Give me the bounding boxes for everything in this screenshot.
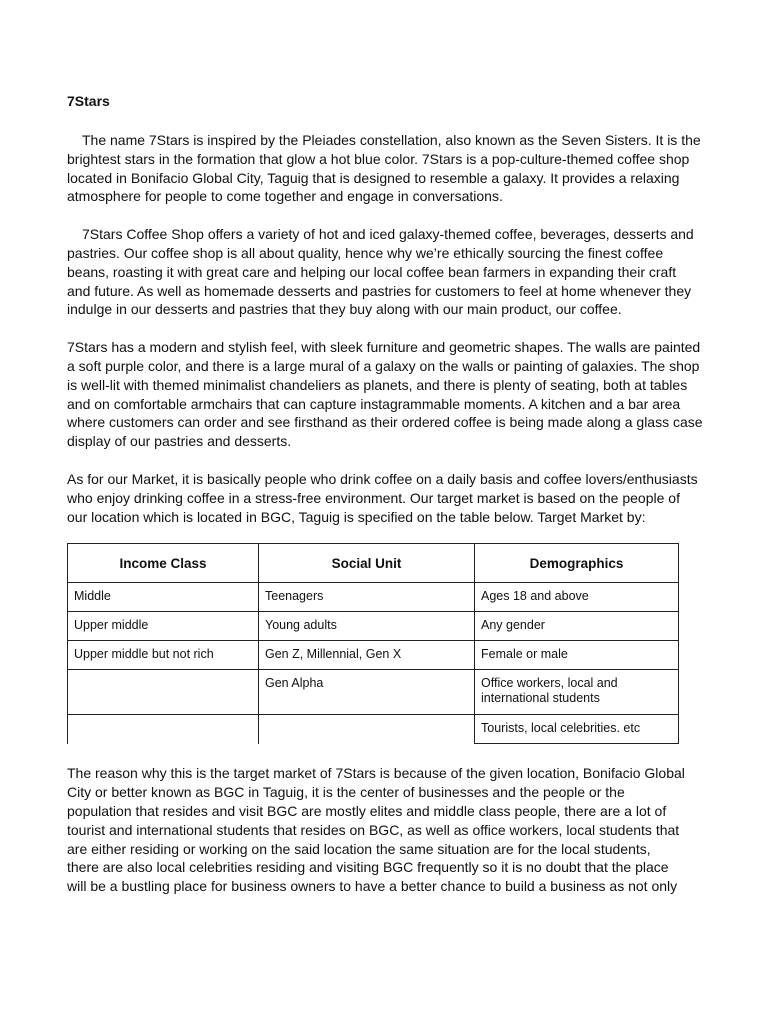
paragraph-line: a soft purple color, and there is a large mural of a galaxy on the walls or painting of galaxies. The shop (67, 357, 700, 374)
paragraph-line: will be a bustling place for business owners to have a better chance to build a business as not only (67, 878, 678, 895)
paragraph-line: As for our Market, it is basically people who drink coffee on a daily basis and coffee lovers/enthusiasts (67, 470, 698, 487)
paragraph-intro (67, 131, 707, 206)
table-cell (68, 715, 259, 744)
paragraph-line: display of our pastries and desserts. (67, 433, 292, 450)
paragraph-line: and future. As well as homemade desserts and pastries for customers to feel at home whenever they (67, 282, 692, 299)
paragraph-line: atmosphere for people to come together and engage in conversations. (67, 188, 503, 205)
table-row (68, 641, 679, 670)
table-cell: Office workers, local and international students (475, 670, 679, 715)
header-demographics: Demographics (475, 544, 679, 583)
paragraph-line: is well-lit with themed minimalist chandeliers as planets, and there is plenty of seating, both at tables (67, 376, 688, 393)
paragraph-line: 7Stars has a modern and stylish feel, with sleek furniture and geometric shapes. The walls are painted (67, 339, 701, 356)
paragraph-line: 7Stars Coffee Shop offers a variety of hot and iced galaxy-themed coffee, beverages, desserts and (82, 226, 694, 243)
table-cell (68, 670, 259, 715)
table-cell: Ages 18 and above (475, 583, 679, 612)
paragraph-line: who enjoy drinking coffee in a stress-free environment. Our target market is based on the people of (67, 489, 680, 506)
paragraph-line: there are also local celebrities residing and visiting BGC frequently so it is no doubt that the place (67, 859, 669, 876)
header-income-class: Income Class (68, 544, 259, 583)
paragraph-line: indulge in our desserts and pastries that they buy along with our main product, our coffee. (67, 301, 622, 318)
paragraph-line: are either residing or working on the said location the same situation are for the local students, (67, 840, 651, 857)
table-cell: Gen Alpha (259, 670, 475, 715)
table-cell (259, 715, 475, 744)
table-cell: Young adults (259, 612, 475, 641)
paragraph-market (67, 470, 707, 526)
header-social-unit: Social Unit (259, 544, 475, 583)
paragraph-line: beans, roasting it with great care and helping our local coffee bean farmers in expanding their craft (67, 263, 677, 280)
table-cell: Gen Z, Millennial, Gen X (259, 641, 475, 670)
table-row (68, 612, 679, 641)
paragraph-offerings (67, 225, 707, 319)
target-market-table (67, 543, 679, 744)
table-cell: Upper middle (68, 612, 259, 641)
paragraph-line: pastries. Our coffee shop is all about quality, hence why we’re ethically sourcing the finest coffee (67, 244, 664, 261)
table-header-row (68, 544, 679, 583)
table-cell: Any gender (475, 612, 679, 641)
paragraph-line: The reason why this is the target market of 7Stars is because of the given location, Bonifacio Global (67, 765, 685, 782)
paragraph-line: City or better known as BGC in Taguig, it is the center of businesses and the people or the (67, 784, 625, 801)
table-row (68, 715, 679, 744)
table-row (68, 670, 679, 715)
document-title: 7Stars (67, 93, 110, 109)
table-row (68, 583, 679, 612)
table-cell: Tourists, local celebrities. etc (475, 715, 679, 744)
paragraph-line: located in Bonifacio Global City, Taguig that is designed to resemble a galaxy. It provides a relaxing (67, 169, 680, 186)
table-cell: Teenagers (259, 583, 475, 612)
paragraph-line: population that resides and visit BGC are mostly elites and middle class people, there are a lot of (67, 802, 667, 819)
paragraph-line: The name 7Stars is inspired by the Pleiades constellation, also known as the Seven Sisters. It is the (82, 132, 701, 148)
paragraph-line: where customers can order and see firsthand as their ordered coffee is being made along a glass case (67, 414, 703, 431)
paragraph-line: and on comfortable armchairs that can capture instagrammable moments. A kitchen and a bar area (67, 395, 681, 412)
document-page (67, 92, 707, 915)
paragraph-line: our location which is located in BGC, Taguig is specified on the table below. Target Market by: (67, 508, 646, 525)
table-cell: Upper middle but not rich (68, 641, 259, 670)
paragraph-reasoning (67, 764, 707, 896)
paragraph-line: brightest stars in the formation that glow a hot blue color. 7Stars is a pop-culture-themed coffee shop (67, 150, 690, 167)
table-cell: Middle (68, 583, 259, 612)
paragraph-ambience (67, 338, 707, 451)
table-cell: Female or male (475, 641, 679, 670)
paragraph-line: tourist and international students that resides on BGC, as well as office workers, local students that (67, 821, 680, 838)
